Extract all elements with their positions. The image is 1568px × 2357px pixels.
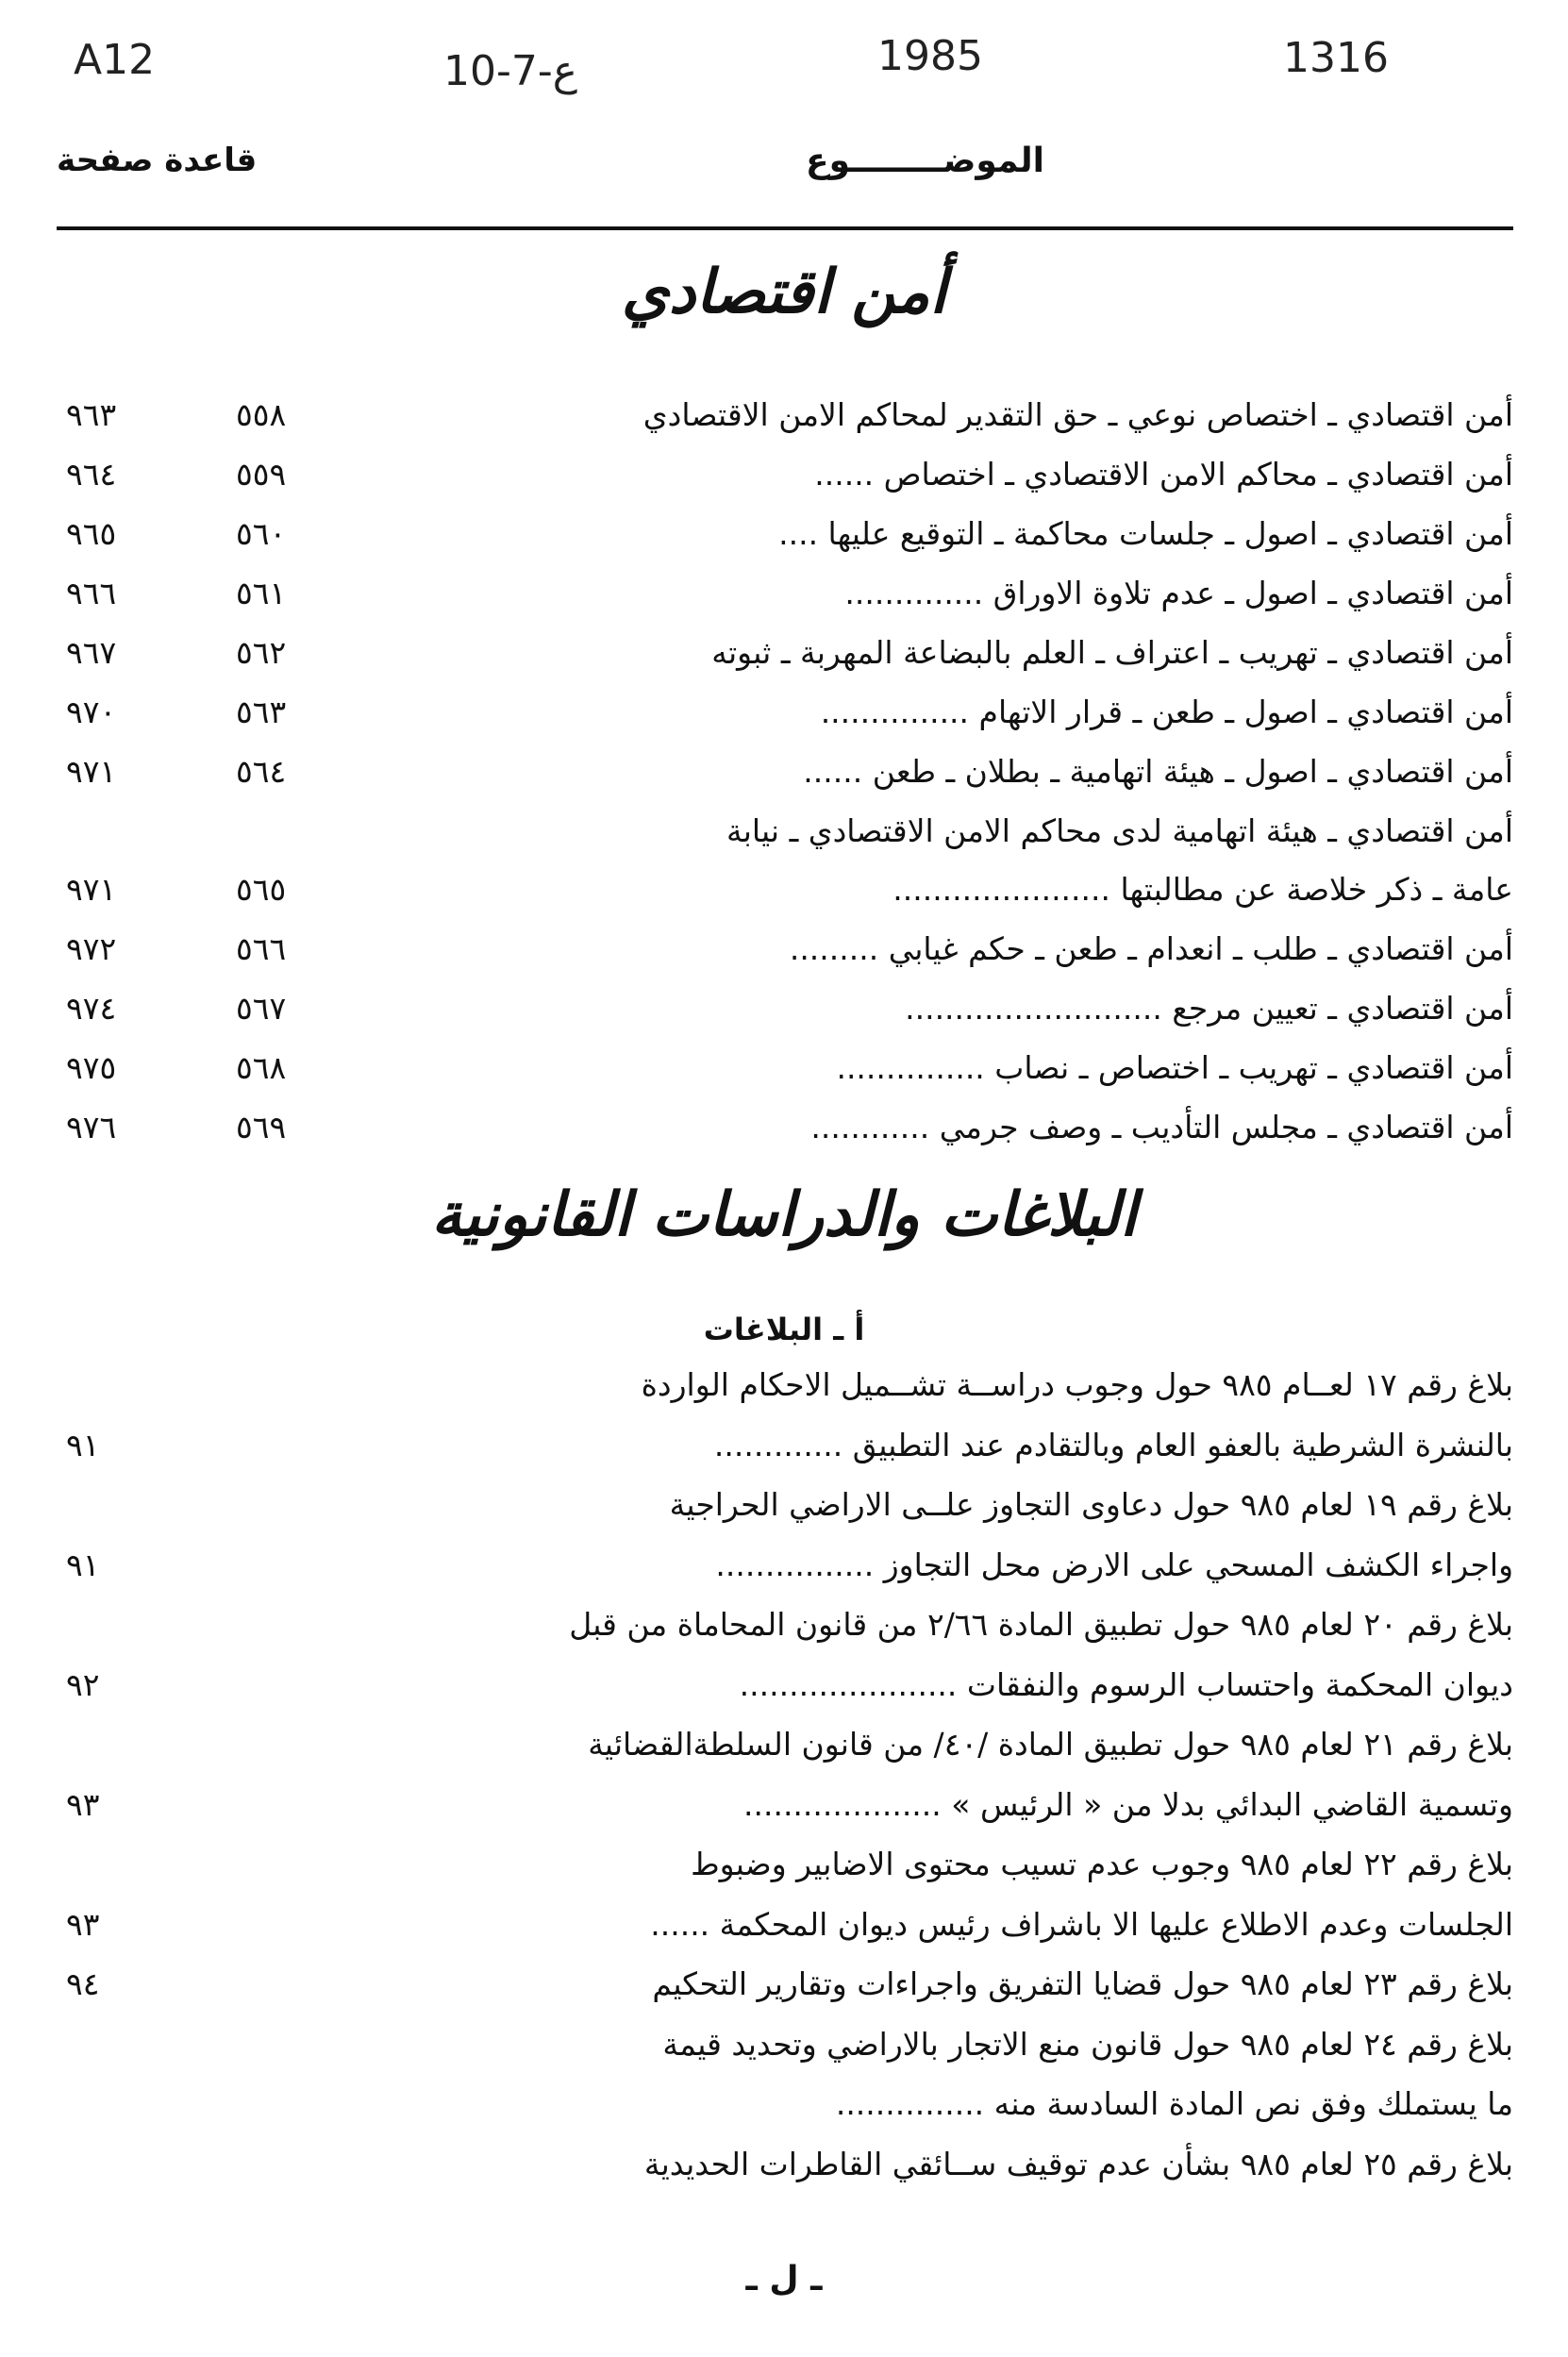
section-title-economic-security: أمن اقتصادي: [621, 257, 947, 327]
entry-rule-number: ٥٦٥: [236, 871, 287, 909]
entry-page-number: ٩٦٣: [66, 396, 117, 433]
circular-page-number: ٩١: [66, 1426, 100, 1463]
entry-text: أمن اقتصادي ـ طلب ـ انعدام ـ طعن ـ حكم غيابي .........: [789, 930, 1513, 968]
list-item: [66, 1779, 1513, 1831]
entry-text: أمن اقتصادي ـ تهريب ـ اعتراف ـ العلم بالبضاعة المهربة ـ ثبوته: [711, 633, 1513, 671]
list-item: [66, 1598, 1513, 1651]
list-item: [66, 1958, 1513, 2011]
handwritten-code: A12: [74, 36, 156, 84]
circular-text: بلاغ رقم ٢٤ لعام ٩٨٥ حول قانون منع الاتجار بالاراضي وتحديد قيمة: [662, 2025, 1513, 2063]
circular-text: بلاغ رقم ٢٥ لعام ٩٨٥ بشأن عدم توقيف ســائقي القاطرات الحديدية: [643, 2145, 1513, 2182]
circular-page-number: ٩٣: [66, 1905, 100, 1943]
entry-text: أمن اقتصادي ـ تهريب ـ اختصاص ـ نصاب ...............: [836, 1049, 1513, 1087]
circular-text: بلاغ رقم ٢٣ لعام ٩٨٥ حول قضايا التفريق واجراءات وتقارير التحكيم: [652, 1965, 1513, 2002]
list-item: [66, 1838, 1513, 1891]
circular-page-number: ٩٣: [66, 1785, 100, 1823]
list-item: [66, 1539, 1513, 1592]
circular-text: بلاغ رقم ١٧ لعــام ٩٨٥ حول وجوب دراســة تشــميل الاحكام الواردة: [641, 1366, 1513, 1403]
entry-page-number: ٩٧١: [66, 752, 117, 790]
circular-text: وتسمية القاضي البدائي بدلا من « الرئيس » ....................: [742, 1785, 1513, 1823]
header-divider: [57, 226, 1513, 230]
entry-rule-number: ٥٦٦: [236, 930, 287, 968]
table-row: [66, 686, 1513, 739]
entry-rule-number: ٥٦٠: [236, 514, 287, 552]
entry-rule-number: ٥٥٨: [236, 396, 287, 433]
list-item: [66, 2138, 1513, 2191]
entry-text: أمن اقتصادي ـ اصول ـ جلسات محاكمة ـ التوقيع عليها ....: [778, 514, 1513, 552]
table-row: [66, 389, 1513, 442]
rule-page-column-label: قاعدة صفحة: [57, 142, 258, 179]
list-item: [66, 2018, 1513, 2071]
list-item: [66, 2078, 1513, 2131]
circular-text: واجراء الكشف المسحي على الارض محل التجاوز ................: [715, 1546, 1513, 1583]
circular-text: بلاغ رقم ٢٢ لعام ٩٨٥ وجوب عدم تسيب محتوى الاضابير وضبوط: [691, 1846, 1513, 1882]
entry-rule-number: ٥٦٣: [236, 693, 287, 730]
table-row: [66, 627, 1513, 679]
table-row: [66, 982, 1513, 1035]
entry-page-number: ٩٦٤: [66, 455, 117, 493]
table-row: [66, 745, 1513, 798]
table-row: [66, 805, 1513, 858]
circular-text: بالنشرة الشرطية بالعفو العام وبالتقادم عند التطبيق .............: [713, 1426, 1513, 1463]
page-footer-letter: ـ ل ـ: [745, 2260, 823, 2298]
entry-text: أمن اقتصادي ـ هيئة اتهامية لدى محاكم الامن الاقتصادي ـ نيابة: [726, 811, 1513, 849]
circular-page-number: ٩١: [66, 1546, 100, 1583]
table-row: [66, 923, 1513, 976]
entry-text: أمن اقتصادي ـ اصول ـ عدم تلاوة الاوراق ..............: [844, 574, 1513, 611]
entry-page-number: ٩٦٥: [66, 514, 117, 552]
entry-page-number: ٩٧١: [66, 871, 117, 909]
section-title-circulars-studies: البلاغات والدراسات القانونية: [431, 1179, 1137, 1250]
entry-rule-number: ٥٦٧: [236, 990, 287, 1028]
circular-text: ديوان المحكمة واحتساب الرسوم والنفقات ......................: [739, 1665, 1513, 1703]
subsection-title-circulars: أ ـ البلاغات: [703, 1312, 865, 1347]
entry-text: عامة ـ ذكر خلاصة عن مطالبتها ......................: [892, 871, 1513, 909]
entry-text: أمن اقتصادي ـ اختصاص نوعي ـ حق التقدير لمحاكم الامن الاقتصادي: [642, 396, 1513, 433]
entry-page-number: ٩٧٠: [66, 693, 117, 730]
entry-page-number: ٩٧٤: [66, 990, 117, 1028]
entry-text: أمن اقتصادي ـ محاكم الامن الاقتصادي ـ اختصاص ......: [814, 455, 1513, 493]
table-row: [66, 567, 1513, 620]
entry-rule-number: ٥٦٢: [236, 633, 287, 671]
entry-page-number: ٩٦٦: [66, 574, 117, 611]
table-row: [66, 1101, 1513, 1154]
entry-rule-number: ٥٦٤: [236, 752, 287, 790]
circular-page-number: ٩٤: [66, 1965, 100, 2002]
entry-page-number: ٩٧٦: [66, 1109, 117, 1146]
circular-text: ما يستملك وفق نص المادة السادسة منه ...............: [835, 2085, 1513, 2122]
entry-rule-number: ٥٥٩: [236, 455, 287, 493]
entry-text: أمن اقتصادي ـ اصول ـ طعن ـ قرار الاتهام ...............: [820, 693, 1513, 730]
entry-rule-number: ٥٦٨: [236, 1049, 287, 1087]
list-item: [66, 1718, 1513, 1771]
entry-page-number: ٩٧٥: [66, 1049, 117, 1087]
handwritten-year: 1985: [877, 32, 983, 80]
circular-text: بلاغ رقم ٢٠ لعام ٩٨٥ حول تطبيق المادة ٢/٦٦ من قانون المحاماة من قبل: [569, 1606, 1513, 1643]
entry-text: أمن اقتصادي ـ مجلس التأديب ـ وصف جرمي ............: [810, 1109, 1513, 1146]
column-header: [57, 142, 1511, 198]
entry-rule-number: ٥٦١: [236, 574, 287, 611]
entry-text: أمن اقتصادي ـ اصول ـ هيئة اتهامية ـ بطلان ـ طعن ......: [803, 752, 1513, 790]
entry-page-number: ٩٧٢: [66, 930, 117, 968]
list-item: [66, 1419, 1513, 1472]
handwritten-number: 1316: [1283, 34, 1389, 82]
entry-text: أمن اقتصادي ـ تعيين مرجع ..........................: [905, 990, 1513, 1028]
list-item: [66, 1659, 1513, 1712]
table-row: [66, 1042, 1513, 1095]
table-row: [66, 508, 1513, 560]
circular-text: بلاغ رقم ٢١ لعام ٩٨٥ حول تطبيق المادة /٤٠/ من قانون السلطةالقضائية: [588, 1726, 1513, 1763]
subject-column-label: الموضــــــــوع: [806, 142, 1044, 180]
circular-text: الجلسات وعدم الاطلاع عليها الا باشراف رئيس ديوان المحكمة ......: [650, 1905, 1513, 1943]
table-row: [66, 863, 1513, 916]
list-item: [66, 1898, 1513, 1951]
circular-page-number: ٩٢: [66, 1665, 100, 1703]
handwritten-date: 10-7-ع: [443, 47, 578, 95]
table-row: [66, 448, 1513, 501]
list-item: [66, 1479, 1513, 1531]
entry-rule-number: ٥٦٩: [236, 1109, 287, 1146]
circular-text: بلاغ رقم ١٩ لعام ٩٨٥ حول دعاوى التجاوز علــى الاراضي الحراجية: [669, 1486, 1513, 1523]
entry-page-number: ٩٦٧: [66, 633, 117, 671]
list-item: [66, 1359, 1513, 1412]
